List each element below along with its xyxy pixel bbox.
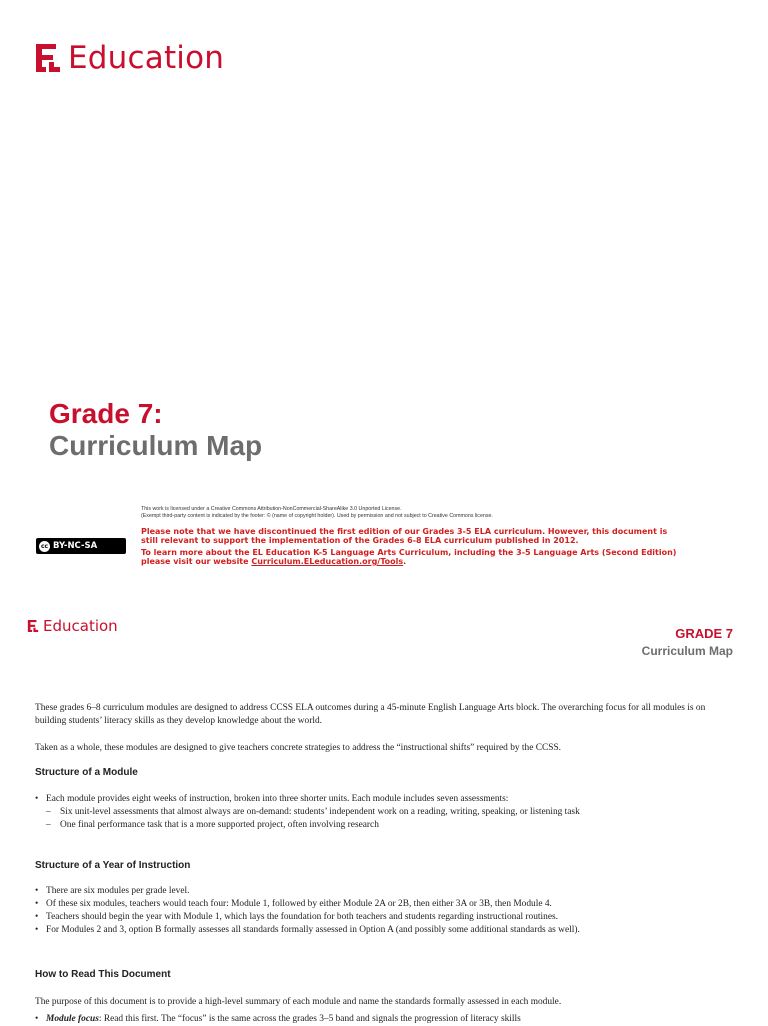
list-item: • There are six modules per grade level.: [35, 885, 735, 898]
list-item: – One final performance task that is a more supported project, often involving research: [35, 819, 735, 832]
intro-paragraph: These grades 6–8 curriculum modules are designed to address CCSS ELA outcomes during a 45-minute English Language Arts block. The overarching focus for all modules is on building students’ literacy skills as they develop knowledge about the world.: [35, 703, 706, 726]
el-logo-mark-icon: [34, 40, 62, 76]
module-focus-lead: Module focus: [46, 1014, 99, 1024]
list-item: • Of these six modules, teachers would teach four: Module 1, followed by either Module 2A or 2B, then either 3A or 3B, then Module 4.: [35, 898, 735, 911]
purpose-paragraph: The purpose of this document is to provide a high-level summary of each module and name the standards formally assessed in each module.: [35, 997, 562, 1007]
module-focus-text: : Read this first. The “focus” is the same across the grades 3–5 band and signals the progression of literacy skills: [98, 1014, 521, 1024]
el-logo-mark-small-icon: [27, 618, 39, 634]
logo-wordmark-small: Education: [43, 617, 118, 635]
learn-more-text: To learn more about the EL Education K-5 Language Arts Curriculum, including the 3-5 Language Arts (Second Edition) please visit our website: [141, 548, 677, 566]
heading-how-to-read: How to Read This Document: [35, 969, 171, 980]
discontinued-notice: Please note that we have discontinued the first edition of our Grades 3-5 ELA curriculum. However, this document is still relevant to support the implementation of the Grades 6-8 ELA curriculum published in 2012.: [141, 527, 668, 545]
list-item: [35, 1013, 735, 1026]
cover-grade-title: Grade 7:: [49, 398, 163, 429]
logo-wordmark: Education: [68, 40, 225, 76]
module-structure-list: [35, 793, 735, 832]
learn-more-period: .: [403, 557, 407, 566]
cc-license-badge[interactable]: [36, 538, 126, 554]
year-structure-list: [35, 885, 735, 937]
cc-badge-label: BY-NC-SA: [53, 541, 98, 551]
list-item: • For Modules 2 and 3, option B formally assesses all standards formally assessed in Option A (and possibly some additional standards as well).: [35, 924, 735, 937]
creative-commons-icon: cc: [40, 542, 49, 550]
header-curriculum-map: Curriculum Map: [641, 644, 733, 658]
learn-more-notice: [141, 548, 681, 566]
list-item: • Teachers should begin the year with Module 1, which lays the foundation for both teachers and students regarding instructional routines.: [35, 911, 735, 924]
curriculum-tools-link[interactable]: Curriculum.ELeducation.org/Tools: [251, 557, 404, 566]
list-item: • Each module provides eight weeks of instruction, broken into three shorter units. Each module includes seven assessments:: [35, 793, 735, 806]
header-grade: GRADE 7: [675, 626, 733, 641]
license-line-1: This work is licensed under a Creative Commons Attribution-NonCommercial-ShareAlike 3.0 Unported License.: [141, 506, 402, 512]
license-text: [141, 506, 701, 519]
el-education-logo: [34, 40, 224, 76]
list-item: – Six unit-level assessments that almost always are on-demand: students’ independent work on a reading, writing, speaking, or listening task: [35, 806, 735, 819]
how-to-read-list: [35, 1013, 735, 1026]
heading-structure-year: Structure of a Year of Instruction: [35, 860, 191, 871]
shifts-paragraph: Taken as a whole, these modules are designed to give teachers concrete strategies to address the “instructional shifts” required by the CCSS.: [35, 743, 562, 753]
heading-structure-module: Structure of a Module: [35, 767, 138, 778]
el-education-logo-small: [27, 617, 118, 635]
license-line-2: (Exempt third-party content is indicated by the footer: © (name of copyright holder). Used by permission and not subject to Creative Commons license.: [141, 512, 493, 519]
cover-map-title: Curriculum Map: [49, 430, 263, 461]
